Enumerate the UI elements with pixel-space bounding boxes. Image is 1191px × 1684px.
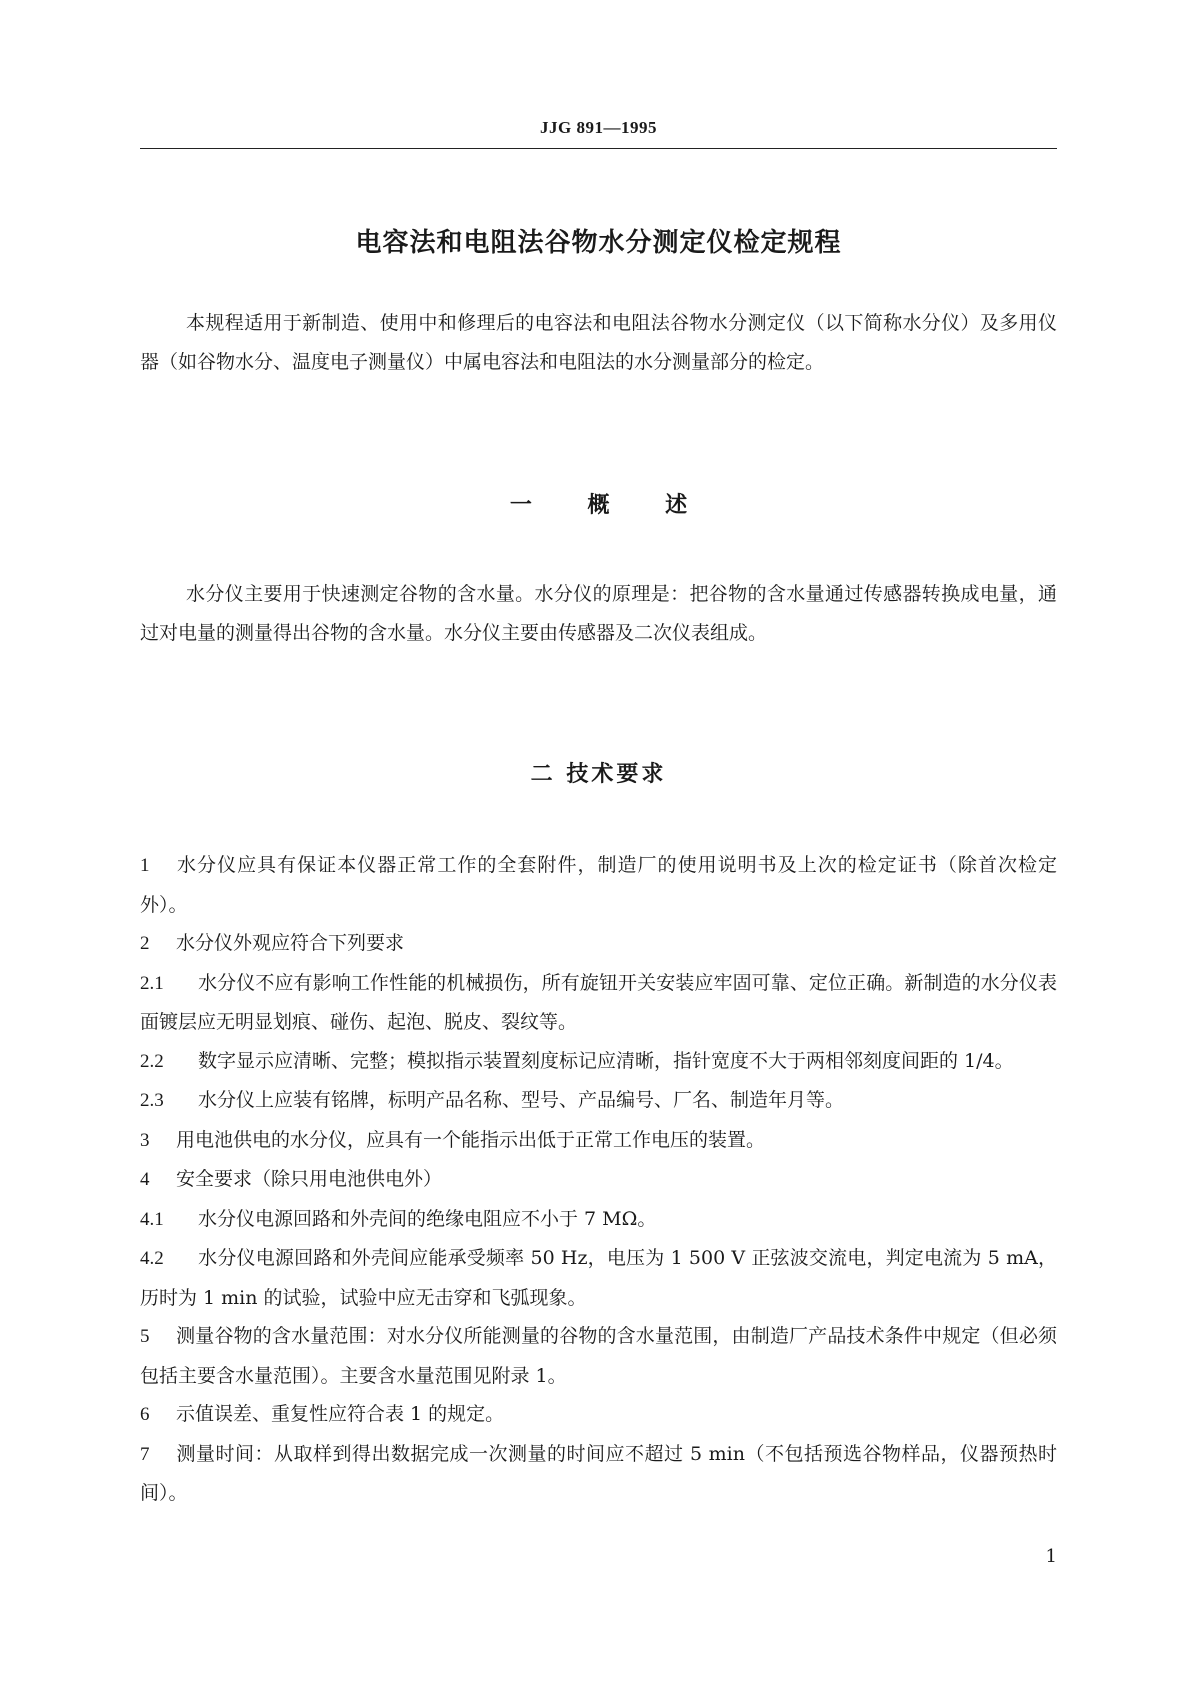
clause-item	[140, 846, 1057, 924]
clause-text: 测量谷物的含水量范围：对水分仪所能测量的谷物的含水量范围，由制造厂产品技术条件中规定（但必须包括主要含水量范围）。主要含水量范围见附录 1。	[140, 1325, 1057, 1387]
clause-item	[140, 1395, 1057, 1435]
clause-text: 水分仪不应有影响工作性能的机械损伤，所有旋钮开关安装应牢固可靠、定位正确。新制造的水分仪表面镀层应无明显划痕、碰伤、起泡、脱皮、裂纹等。	[140, 971, 1057, 1033]
clause-text: 数字显示应清晰、完整；模拟指示装置刻度标记应清晰，指针宽度不大于两相邻刻度间距的 1/4。	[198, 1049, 1014, 1072]
document-page	[140, 0, 1057, 1684]
clause-text: 水分仪上应装有铭牌，标明产品名称、型号、产品编号、厂名、制造年月等。	[198, 1089, 845, 1111]
clause-item	[140, 1317, 1057, 1395]
clause-text: 水分仪电源回路和外壳间应能承受频率 50 Hz，电压为 1 500 V 正弦波交流电，判定电流为 5 mA，历时为 1 min 的试验，试验中应无击穿和飞弧现象。	[140, 1247, 1057, 1309]
clause-number: 4	[140, 1169, 150, 1190]
clause-text: 水分仪外观应符合下列要求	[176, 932, 405, 954]
clause-item	[140, 1121, 1057, 1161]
running-header: JJG 891—1995	[540, 118, 657, 137]
clause-number: 4.2	[140, 1248, 164, 1269]
clause-number: 2.1	[140, 972, 164, 994]
clause-number: 1	[140, 855, 150, 876]
section-1-title: 一 概 述	[509, 493, 688, 518]
clause-item	[140, 1239, 1057, 1317]
clause-text: 示值误差、重复性应符合表 1 的规定。	[176, 1403, 505, 1425]
clause-number: 4.1	[140, 1208, 164, 1230]
clause-text: 用电池供电的水分仪，应具有一个能指示出低于正常工作电压的装置。	[176, 1128, 766, 1151]
section-2-title: 二 技术要求	[530, 762, 667, 787]
clause-number: 7	[140, 1443, 150, 1465]
page-number: 1	[1045, 1546, 1057, 1567]
clause-number: 2.3	[140, 1090, 164, 1111]
clause-list	[140, 846, 1057, 1513]
clause-number: 5	[140, 1326, 150, 1347]
clause-number: 3	[140, 1129, 150, 1151]
clause-item	[140, 964, 1057, 1042]
clause-item	[140, 1081, 1057, 1121]
clause-text: 水分仪电源回路和外壳间的绝缘电阻应不小于 7 MΩ。	[198, 1207, 657, 1230]
clause-item	[140, 1435, 1057, 1513]
clause-text: 安全要求（除只用电池供电外）	[176, 1168, 443, 1190]
clause-number: 2.2	[140, 1050, 164, 1072]
clause-number: 2	[140, 933, 150, 954]
clause-number: 6	[140, 1404, 150, 1425]
document-title: 电容法和电阻法谷物水分测定仪检定规程	[355, 228, 842, 258]
clause-item	[140, 1160, 1057, 1200]
clause-item	[140, 1200, 1057, 1240]
section-1-paragraph: 水分仪主要用于快速测定谷物的含水量。水分仪的原理是：把谷物的含水量通过传感器转换成电量，通过对电量的测量得出谷物的含水量。水分仪主要由传感器及二次仪表组成。	[140, 583, 1057, 644]
intro-paragraph: 本规程适用于新制造、使用中和修理后的电容法和电阻法谷物水分测定仪（以下简称水分仪）及多用仪器（如谷物水分、温度电子测量仪）中属电容法和电阻法的水分测量部分的检定。	[140, 312, 1057, 373]
clause-item	[140, 1042, 1057, 1082]
header-rule	[140, 148, 1057, 149]
clause-item	[140, 924, 1057, 964]
clause-text: 水分仪应具有保证本仪器正常工作的全套附件，制造厂的使用说明书及上次的检定证书（除首次检定外）。	[140, 854, 1057, 916]
clause-text: 测量时间：从取样到得出数据完成一次测量的时间应不超过 5 min（不包括预选谷物样品，仪器预热时间）。	[140, 1442, 1057, 1504]
